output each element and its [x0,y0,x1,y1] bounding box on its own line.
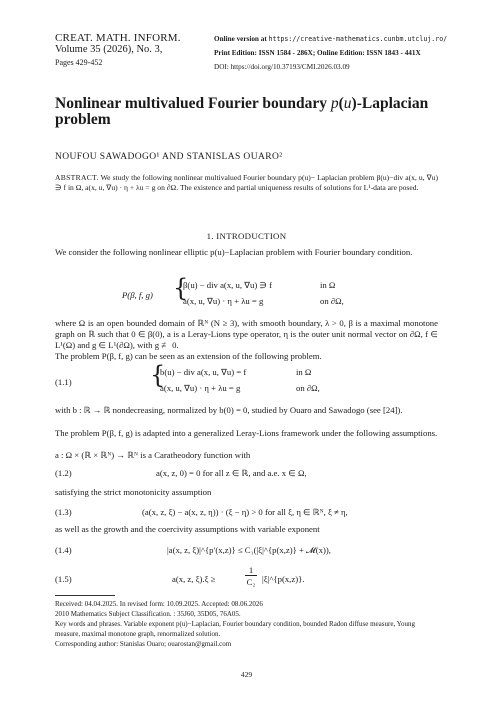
journal-volume: Volume 35 (2026), No. 3, [55,44,163,55]
equation-1-5-lhs: a(x, z, ξ).ξ ≥ [172,574,216,584]
footnote-msc: 2010 Mathematics Subject Classification. : 35J60, 35D05, 76A05. [55,610,241,618]
intro-paragraph-2: where Ω is an open bounded domain of ℝᴺ (N ≥ 3), with smooth boundary, λ > 0, β is a maximal monotone graph on ℝ such that 0 ∈ β(0), a is a Leray-Lions type operator, η is the outer unit normal vector on ∂Ω, f ∈ L¹(Ω) and g ∈ L¹(∂Ω), with g ≢ 0. [55,318,438,350]
equation-1-4: |a(x, z, ξ)|^{p′(x,z)} ≤ C₁(|ξ|^{p(x,z)} + 𝓜(x)), [167,545,331,555]
online-version: Online version at https://creative-mathematics.cunbm.utcluj.ro/ [214,35,448,43]
paper-authors: NOUFOU SAWADOGO¹ AND STANISLAS OUARO² [55,152,283,162]
print-edition: Print Edition: ISSN 1584 - 286X; Online Edition: ISSN 1843 - 441X [214,49,421,57]
equation-number-1-1: (1.1) [55,377,72,387]
journal-header [55,32,181,69]
intro-paragraph-3: The problem P(β, f, g) can be seen as an extension of the following problem. [55,351,322,361]
intro-paragraph-5: The problem P(β, f, g) is adapted into a generalized Leray-Lions framework under the following assumptions. [55,428,438,438]
intro-paragraph-1: We consider the following nonlinear elliptic p(u)−Laplacian problem with Fourier boundary condition. [55,247,413,257]
abstract-label: ABSTRACT. [55,173,99,182]
equation-1-5-rhs: |ξ|^{p(x,z)}. [262,574,305,584]
journal-pages: Pages 429-452 [55,58,103,67]
equation-1-1-line-2: a(x, u, ∇u) · η + λu = g [160,383,241,393]
equation-1-1-line-1: b(u) − div a(x, u, ∇u) = f [160,367,247,377]
equation-1-5-fraction-denominator: C₂ [246,577,256,587]
equation-1-3: (a(x, z, ξ) − a(x, z, η)) · (ξ − η) > 0 for all ξ, η ∈ ℝᴺ, ξ ≠ η, [142,507,348,517]
footnote-keywords: Key words and phrases. Variable exponent p(u)−Laplacian, Fourier boundary condition, bounded Radon diffuse measure, Young measure, maximal monotone graph, renormalized solution. [55,620,416,638]
equation-number-1-4: (1.4) [55,545,72,555]
system-brace: { [173,274,189,302]
footnote-corresponding-author: Corresponding author: Stanislas Ouaro; ouarostan@gmail.com [55,640,232,648]
abstract-text: We study the following nonlinear multivalued Fourier boundary p(u)− Laplacian problem β(u)−div a(x, u, ∇u) ∋ f in Ω, a(x, u, ∇u) · η + λu = g on ∂Ω. The existence and partial uniqueness results of solutions for L¹-data are posed. [55,173,438,193]
system-line-1: β(u) − div a(x, u, ∇u) ∋ f [183,280,273,290]
equation-number-1-2: (1.2) [55,468,72,478]
equation-1-2: a(x, z, 0) = 0 for all z ∈ ℝ, and a.e. x ∈ Ω, [156,468,307,478]
publication-info [214,32,447,74]
system-label: P(β, f, g) [122,290,153,300]
footnote-dates: Received: 04.04.2025. In revised form: 10.09.2025. Accepted: 08.06.2026 [55,600,263,608]
paper-title: Nonlinear multivalued Fourier boundary p(u)-Laplacian problem [55,95,429,128]
equation-1-1-line-1-domain: in Ω [296,367,312,377]
system-line-2: a(x, u, ∇u) · η + λu = g [183,296,264,306]
intro-paragraph-6: a : Ω × (ℝ × ℝᴺ) → ℝᴺ is a Caratheodory function with [55,450,251,460]
equation-1-1-brace: { [150,361,166,389]
footnote-rule [55,595,115,596]
doi[interactable]: DOI: https://doi.org/10.37193/CMI.2026.03.09 [214,63,350,71]
system-line-1-domain: in Ω [320,280,336,290]
abstract [55,173,438,194]
equation-1-5-fraction-numerator: 1 [245,565,257,576]
intro-paragraph-8: as well as the growth and the coercivity assumptions with variable exponent [55,524,320,534]
equation-number-1-3: (1.3) [55,507,72,517]
intro-paragraph-7: satisfying the strict monotonicity assumption [55,487,212,497]
system-line-2-domain: on ∂Ω, [320,296,344,306]
journal-name: CREAT. MATH. INFORM. [55,32,181,44]
online-url[interactable]: https://creative-mathematics.cunbm.utcluj.ro/ [268,35,448,43]
equation-1-1-line-2-domain: on ∂Ω, [296,383,320,393]
equation-number-1-5: (1.5) [55,574,72,584]
page-number: 429 [240,670,253,679]
intro-paragraph-4: with b : ℝ → ℝ nondecreasing, normalized by b(0) = 0, studied by Ouaro and Sawadogo (see [24]). [55,405,403,415]
section-heading: 1. INTRODUCTION [206,231,287,241]
